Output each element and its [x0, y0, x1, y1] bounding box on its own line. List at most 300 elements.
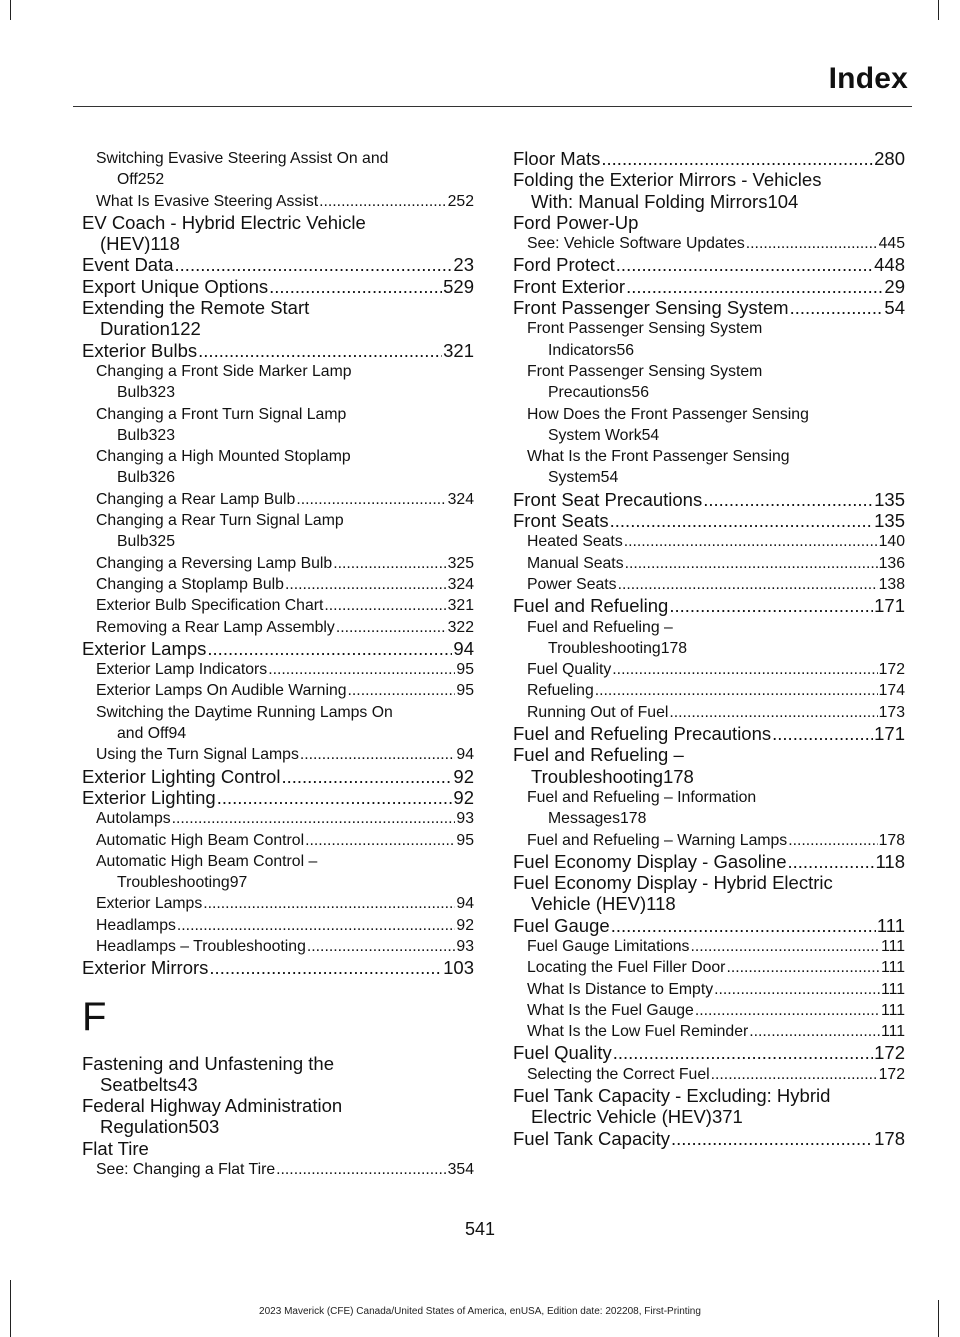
entry-label-continued: (HEV) [100, 233, 151, 255]
entry-label: Exterior Lamp Indicators [96, 661, 268, 679]
entry-label-continued: Off [117, 171, 138, 189]
entry-continuation [527, 638, 905, 659]
index-entry [82, 787, 474, 808]
leader-dots [610, 510, 873, 531]
page-ref: 29 [884, 275, 905, 297]
leader-dots [324, 595, 446, 616]
entry-label: Automatic High Beam Control – [96, 852, 318, 870]
leader-dots [172, 808, 456, 829]
index-entry [82, 254, 474, 275]
entry-label: Exterior Lamps [96, 895, 203, 913]
page-ref: 118 [875, 850, 905, 872]
index-subentry [82, 808, 474, 829]
page-ref: 178 [660, 639, 688, 657]
entry-label-continued: Bulb [117, 533, 149, 551]
entry-label: Changing a Reversing Lamp Bulb [96, 554, 333, 572]
page-ref: 111 [880, 1023, 905, 1041]
entry-continuation [513, 766, 905, 787]
page-ref: 111 [880, 1001, 905, 1019]
entry-label: What Is the Fuel Gauge [527, 1001, 694, 1019]
leader-dots [726, 957, 880, 978]
entry-label: Front Passenger Sensing System [513, 297, 789, 319]
index-subentry [513, 404, 905, 447]
index-subentry [82, 915, 474, 936]
entry-continuation [82, 318, 474, 339]
leader-dots [624, 531, 878, 552]
leader-dots [209, 957, 442, 978]
page-ref: 92 [456, 916, 474, 934]
leader-dots [669, 595, 873, 616]
entry-label: EV Coach - Hybrid Electric Vehicle [82, 211, 366, 233]
index-subentry [82, 851, 474, 894]
entry-label: Export Unique Options [82, 275, 269, 297]
entry-label: Front Seats [513, 510, 609, 532]
entry-label-continued: and Off [117, 725, 169, 743]
page-ref: 138 [878, 575, 905, 593]
index-entry [82, 638, 474, 659]
index-subentry [82, 361, 474, 404]
leader-dots [695, 1000, 880, 1021]
entry-label: Fuel Economy Display - Hybrid Electric [513, 872, 833, 894]
entry-label: Running Out of Fuel [527, 703, 669, 721]
index-column-right [513, 148, 905, 1149]
index-subentry [82, 553, 474, 574]
leader-dots [336, 617, 447, 638]
entry-continuation [96, 467, 474, 488]
leader-dots [319, 191, 447, 212]
leader-dots [601, 148, 873, 169]
entry-label-continued: Troubleshooting [548, 639, 661, 657]
page-ref: 171 [874, 723, 905, 745]
index-subentry [82, 489, 474, 510]
entry-label: Fuel Quality [527, 661, 612, 679]
entry-continuation [527, 808, 905, 829]
page-ref: 529 [443, 275, 474, 297]
entry-label: Floor Mats [513, 148, 601, 169]
index-subentry [82, 574, 474, 595]
leader-dots [175, 254, 453, 275]
leader-dots [613, 1042, 873, 1063]
page-ref: 92 [453, 786, 474, 808]
index-subentry [513, 233, 905, 254]
leader-dots [714, 979, 880, 1000]
index-entry [513, 254, 905, 275]
index-entry [82, 276, 474, 297]
index-subentry [513, 361, 905, 404]
entry-label: Front Seat Precautions [513, 488, 703, 510]
page-ref: 94 [168, 725, 187, 743]
index-entry [513, 595, 905, 616]
page-ref: 103 [443, 957, 474, 979]
leader-dots [281, 766, 452, 787]
footer-edition-text: 2023 Maverick (CFE) Canada/United States of America, enUSA, Edition date: 202208, First-Printing [259, 1306, 701, 1317]
leader-dots [788, 851, 875, 872]
entry-label-continued: Bulb [117, 384, 149, 402]
entry-label: Fuel Gauge Limitations [527, 937, 690, 955]
entry-label: Federal Highway Administration [82, 1095, 343, 1117]
entry-label: Fuel and Refueling [513, 595, 669, 617]
page-ref: 503 [188, 1116, 220, 1138]
entry-continuation [527, 467, 905, 488]
index-entry [513, 169, 905, 212]
index-entry [82, 766, 474, 787]
entry-label-continued: System Work [548, 426, 642, 444]
index-subentry [82, 510, 474, 553]
entry-label: Folding the Exterior Mirrors - Vehicles [513, 169, 822, 191]
index-subentry [513, 617, 905, 660]
leader-dots [616, 254, 873, 275]
entry-label: Headlamps [96, 916, 176, 934]
entry-continuation [527, 382, 905, 403]
entry-continuation [513, 1106, 905, 1127]
page-ref: 92 [453, 765, 474, 787]
entry-label: Locating the Fuel Filler Door [527, 959, 726, 977]
entry-label-continued: Electric Vehicle (HEV) [531, 1106, 712, 1128]
entry-label: Event Data [82, 254, 174, 276]
entry-label: Changing a Rear Turn Signal Lamp [96, 512, 344, 530]
header-divider [73, 106, 912, 107]
leader-dots [177, 915, 456, 936]
entry-label: Exterior Bulbs [82, 339, 198, 361]
crop-mark-top-right-v [938, 0, 939, 20]
page-ref: 23 [453, 254, 474, 276]
entry-label: Changing a Front Turn Signal Lamp [96, 405, 347, 423]
entry-label: Autolamps [96, 810, 171, 828]
page-ref: 111 [880, 980, 905, 998]
entry-label: Front Passenger Sensing System [527, 362, 763, 380]
index-subentry [513, 936, 905, 957]
entry-label: What Is Distance to Empty [527, 980, 714, 998]
entry-continuation [82, 1116, 474, 1137]
page-ref: 252 [137, 171, 165, 189]
page-ref: 54 [641, 426, 660, 444]
page-ref: 252 [447, 192, 474, 210]
entry-label-continued: With: Manual Folding Mirrors [531, 190, 768, 212]
page-ref: 95 [456, 661, 474, 679]
index-subentry [82, 702, 474, 745]
entry-label: Switching Evasive Steering Assist On and [96, 150, 389, 167]
entry-label: What Is the Low Fuel Reminder [527, 1023, 749, 1041]
entry-label: See: Changing a Flat Tire [96, 1161, 276, 1179]
page-ref: 323 [148, 384, 175, 402]
entry-label: Changing a High Mounted Stoplamp [96, 448, 351, 466]
entry-label: Refueling [527, 682, 594, 700]
index-subentry [82, 680, 474, 701]
entry-label-continued: System [548, 469, 601, 487]
page-ref: 93 [456, 937, 474, 955]
leader-dots [285, 574, 447, 595]
leader-dots [690, 936, 880, 957]
page-ref: 326 [148, 469, 175, 487]
page-ref: 174 [878, 682, 905, 700]
leader-dots [618, 574, 878, 595]
page-ref: 54 [600, 469, 619, 487]
page-ref: 56 [616, 341, 635, 359]
entry-label: Exterior Mirrors [82, 957, 209, 979]
entry-label: Front Exterior [513, 275, 626, 297]
page-ref: 178 [620, 810, 647, 828]
entry-label: Headlamps – Troubleshooting [96, 937, 306, 955]
entry-label: Fuel Quality [513, 1042, 612, 1064]
entry-continuation [527, 425, 905, 446]
leader-dots [268, 659, 455, 680]
entry-label: Fuel and Refueling Precautions [513, 723, 772, 745]
page-ref: 111 [876, 914, 905, 936]
index-subentry [82, 191, 474, 212]
index-subentry [82, 595, 474, 616]
index-subentry [513, 680, 905, 701]
page-ref: 280 [874, 148, 905, 169]
page-ref: 324 [447, 490, 474, 508]
leader-dots [626, 276, 883, 297]
page-title: Index [828, 62, 908, 95]
page-ref: 93 [456, 810, 474, 828]
leader-dots [276, 1159, 447, 1180]
entry-continuation [96, 425, 474, 446]
index-entry [82, 1095, 474, 1138]
entry-label-continued: Seatbelts [100, 1073, 178, 1095]
page-ref: 43 [177, 1073, 198, 1095]
entry-label-continued: Bulb [117, 469, 149, 487]
page-ref: 56 [631, 384, 649, 402]
index-entry [513, 744, 905, 787]
entry-label: Fuel and Refueling – [513, 744, 684, 766]
page-ref: 325 [148, 533, 175, 551]
index-subentry [513, 318, 905, 361]
index-entry [513, 510, 905, 531]
entry-label: Switching the Daytime Running Lamps On [96, 703, 393, 721]
entry-label: Fuel and Refueling – Information [527, 788, 757, 806]
entry-label: Manual Seats [527, 554, 624, 572]
entry-label-continued: Indicators [548, 341, 617, 359]
page-ref: 54 [884, 297, 905, 319]
index-subentry [82, 1159, 474, 1180]
page-ref: 136 [878, 554, 905, 572]
index-subentry [513, 1000, 905, 1021]
leader-dots [307, 936, 456, 957]
index-subentry [513, 1021, 905, 1042]
index-entry [82, 297, 474, 340]
index-entry [82, 340, 474, 361]
leader-dots [749, 1021, 880, 1042]
entry-label: Extending the Remote Start [82, 297, 310, 319]
leader-dots [703, 489, 873, 510]
entry-label: Ford Protect [513, 254, 615, 276]
index-entry [513, 1042, 905, 1063]
entry-label: Fuel and Refueling – Warning Lamps [527, 831, 788, 849]
page-ref: 94 [453, 637, 474, 659]
index-subentry [513, 702, 905, 723]
leader-dots [612, 659, 877, 680]
leader-dots [198, 340, 442, 361]
entry-label: Exterior Lamps On Audible Warning [96, 682, 347, 700]
leader-dots [348, 680, 456, 701]
page-ref: 178 [662, 765, 694, 787]
leader-dots [625, 553, 878, 574]
entry-label: Exterior Bulb Specification Chart [96, 597, 324, 615]
page-ref: 95 [456, 831, 474, 849]
page-ref: 173 [878, 703, 905, 721]
index-entry [82, 1053, 474, 1096]
index-entry [82, 212, 474, 255]
entry-label: Heated Seats [527, 533, 623, 551]
entry-label: What Is Evasive Steering Assist [96, 192, 319, 210]
page-ref: 321 [443, 339, 474, 361]
page-ref: 322 [447, 618, 474, 636]
leader-dots [595, 680, 878, 701]
index-entry [513, 872, 905, 915]
entry-label: Fuel Tank Capacity [513, 1127, 670, 1149]
index-subentry [513, 1064, 905, 1085]
leader-dots [772, 723, 873, 744]
page-ref: 172 [878, 1065, 905, 1083]
page-ref: 111 [880, 959, 905, 977]
index-entry-heading: Flat Tire [82, 1137, 149, 1159]
entry-label: Automatic High Beam Control [96, 831, 305, 849]
page-ref: 172 [878, 661, 905, 679]
crop-mark-top-left-v [10, 0, 11, 20]
entry-label: Fuel Gauge [513, 914, 610, 936]
entry-label-continued: Troubleshooting [117, 874, 230, 892]
index-subentry [82, 617, 474, 638]
index-subentry [82, 404, 474, 447]
page-ref: 178 [878, 831, 905, 849]
index-subentry [513, 957, 905, 978]
entry-continuation [527, 340, 905, 361]
entry-continuation [96, 872, 474, 893]
leader-dots [746, 233, 878, 254]
leader-dots [207, 638, 452, 659]
leader-dots [788, 830, 877, 851]
entry-label: Exterior Lamps [82, 637, 207, 659]
index-entry [513, 276, 905, 297]
index-subentry [513, 574, 905, 595]
index-entry [513, 851, 905, 872]
page-ref: 325 [447, 554, 474, 572]
index-subentry [82, 744, 474, 765]
index-subentry [82, 659, 474, 680]
index-subentry [82, 446, 474, 489]
page-ref: 118 [150, 233, 180, 255]
index-subentry [513, 830, 905, 851]
entry-label: What Is the Front Passenger Sensing [527, 448, 790, 466]
entry-label-continued: Duration [100, 318, 170, 340]
entry-continuation [96, 169, 474, 190]
page-ref: 122 [169, 318, 201, 340]
index-entry [513, 297, 905, 318]
page-ref: 118 [646, 893, 676, 915]
entry-continuation [96, 382, 474, 403]
entry-label: Front Passenger Sensing System [527, 320, 763, 338]
page-ref: 95 [456, 682, 474, 700]
page-ref: 104 [767, 190, 799, 212]
entry-continuation [513, 191, 905, 212]
index-column-left [82, 148, 474, 1180]
entry-label: Using the Turn Signal Lamps [96, 746, 299, 764]
page-ref: 371 [711, 1106, 743, 1128]
entry-label-continued: Bulb [117, 426, 149, 444]
index-subentry [513, 531, 905, 552]
index-entry [513, 489, 905, 510]
leader-dots [269, 276, 442, 297]
page-ref: 94 [456, 746, 474, 764]
leader-dots [333, 553, 446, 574]
page-ref: 111 [880, 937, 905, 955]
entry-label: Fuel Economy Display - Gasoline [513, 850, 787, 872]
entry-label-continued: Messages [548, 810, 620, 828]
index-entry-heading: Ford Power-Up [513, 211, 639, 233]
page-ref: 135 [874, 510, 905, 532]
index-subentry [513, 446, 905, 489]
page-ref: 354 [447, 1161, 474, 1179]
entry-continuation [96, 531, 474, 552]
entry-continuation [82, 1074, 474, 1095]
page-number: 541 [464, 1219, 496, 1239]
entry-label: Fuel and Refueling – [527, 618, 673, 636]
page-ref: 445 [878, 235, 905, 253]
page-ref: 178 [874, 1127, 905, 1149]
entry-label: Fastening and Unfastening the [82, 1052, 334, 1074]
index-subentry [82, 936, 474, 957]
index-subentry [513, 979, 905, 1000]
index-entry [513, 723, 905, 744]
page-ref: 323 [148, 426, 175, 444]
page-ref: 448 [874, 254, 905, 276]
entry-continuation [96, 723, 474, 744]
leader-dots [217, 787, 453, 808]
page-ref: 321 [447, 597, 474, 615]
entry-label-continued: Troubleshooting [531, 765, 663, 787]
index-entry [513, 148, 905, 169]
index-subentry [82, 893, 474, 914]
entry-label: Changing a Stoplamp Bulb [96, 575, 284, 593]
index-entry [513, 915, 905, 936]
entry-label: Power Seats [527, 575, 617, 593]
index-subentry [513, 659, 905, 680]
page-ref: 172 [874, 1042, 905, 1064]
entry-label: How Does the Front Passenger Sensing [527, 405, 809, 423]
entry-label: Exterior Lighting [82, 786, 216, 808]
index-subentry [82, 148, 474, 191]
leader-dots [669, 702, 877, 723]
page-ref: 324 [447, 575, 474, 593]
index-entry [82, 957, 474, 978]
page-ref: 97 [229, 874, 248, 892]
section-letter: F [82, 994, 107, 1039]
leader-dots [296, 489, 446, 510]
index-entry [513, 1128, 905, 1149]
leader-dots [203, 893, 455, 914]
leader-dots [671, 1128, 873, 1149]
index-subentry [513, 787, 905, 830]
page-ref: 140 [878, 533, 905, 551]
leader-dots [711, 1064, 878, 1085]
index-subentry [82, 830, 474, 851]
entry-label: Exterior Lighting Control [82, 765, 281, 787]
entry-label-continued: Regulation [100, 1116, 189, 1138]
page-ref: 135 [874, 488, 905, 510]
leader-dots [305, 830, 455, 851]
entry-continuation [513, 893, 905, 914]
entry-label: Fuel Tank Capacity - Excluding: Hybrid [513, 1085, 831, 1107]
entry-label: Selecting the Correct Fuel [527, 1065, 710, 1083]
entry-label-continued: Precautions [548, 384, 632, 402]
leader-dots [611, 915, 876, 936]
entry-label: Changing a Front Side Marker Lamp [96, 362, 352, 380]
entry-label: See: Vehicle Software Updates [527, 235, 745, 253]
page-ref: 171 [874, 595, 905, 617]
entry-label: Removing a Rear Lamp Assembly [96, 618, 335, 636]
